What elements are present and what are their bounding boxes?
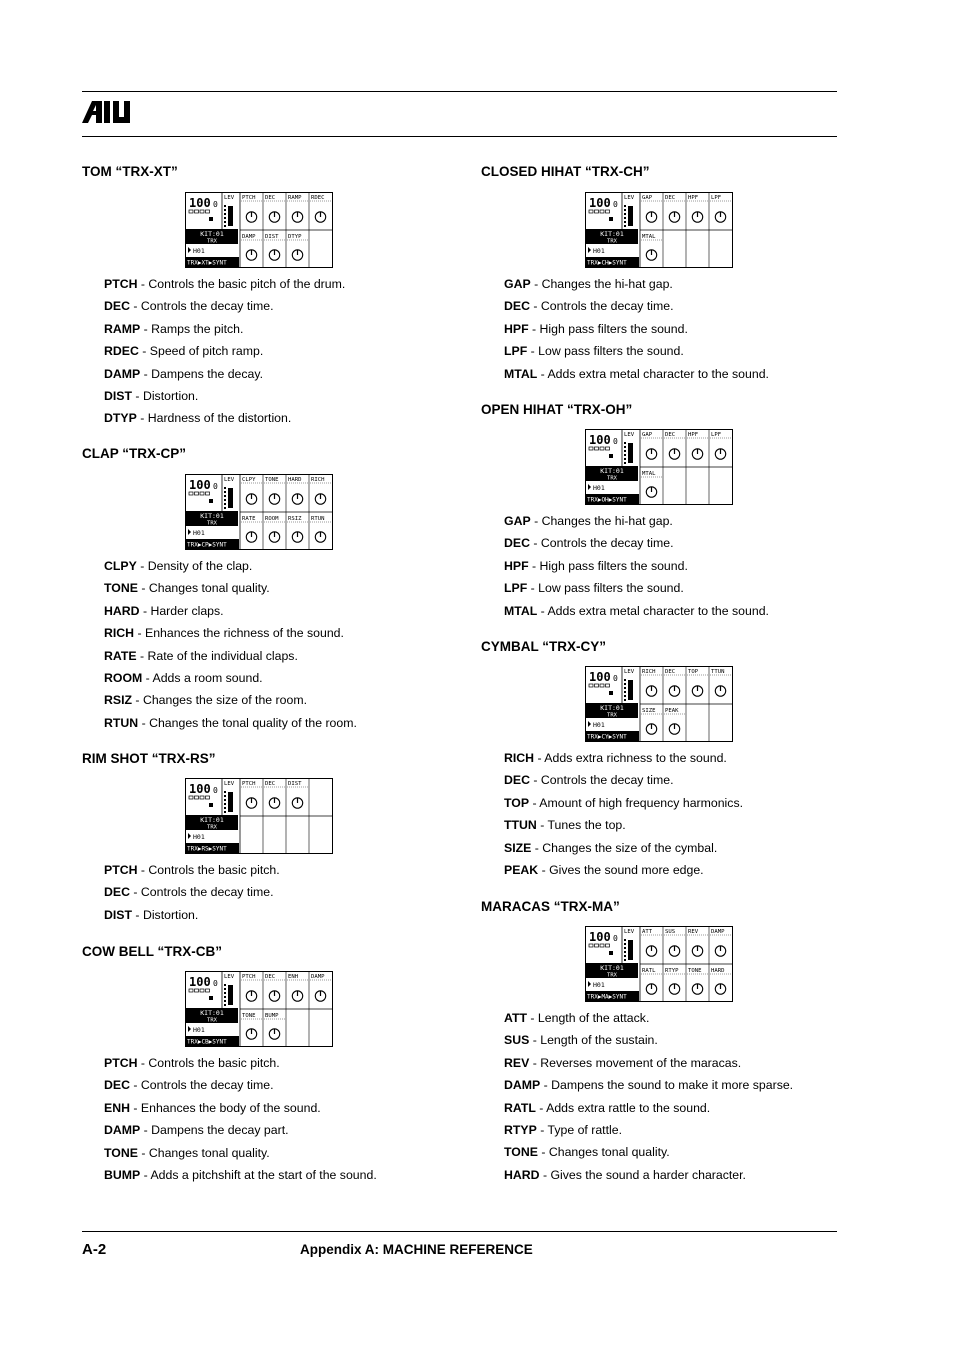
lcd-value: 100 — [189, 975, 211, 989]
lcd-param-label: RSIZ — [288, 516, 302, 522]
parameter-name: DAMP — [504, 1078, 541, 1093]
lcd-param-label: ROOM — [265, 516, 279, 522]
parameter-description: - Enhances the richness of the sound. — [134, 626, 344, 641]
parameter-name: DEC — [504, 536, 530, 551]
parameter-name: RATE — [104, 648, 137, 663]
lcd-param-label: HPF — [688, 195, 699, 201]
lcd-screen — [585, 429, 733, 505]
lcd-param-label: DEC — [665, 195, 676, 201]
parameter-description: - Controls the decay time. — [529, 536, 674, 551]
lcd-param-label: LPF — [711, 195, 722, 201]
lcd-param-label: ENH — [288, 974, 299, 980]
definition-item — [504, 295, 769, 317]
lcd-param-label: SUS — [665, 929, 676, 935]
definition-item — [104, 645, 357, 667]
definition-item — [104, 904, 280, 926]
definition-item — [104, 859, 280, 881]
definition-item — [104, 363, 345, 385]
parameter-name: DAMP — [104, 366, 141, 381]
lcd-screen — [585, 192, 733, 268]
lcd-screen — [185, 778, 333, 854]
definition-list — [504, 510, 769, 622]
lcd-path: TRX▶CP▶SYNT — [187, 541, 227, 549]
lcd-kit: KIT:01 — [200, 1009, 224, 1017]
parameter-name: DEC — [504, 299, 530, 314]
lcd-track: H01 — [193, 529, 205, 537]
definition-item — [104, 1052, 377, 1074]
lcd-kit: KIT:01 — [200, 230, 224, 238]
lcd-param-label: DAMP — [311, 974, 325, 980]
definition-list — [104, 273, 345, 430]
lcd-param-label: TONE — [688, 968, 702, 974]
lcd-param-label: BUMP — [265, 1013, 279, 1019]
parameter-description: - Adds extra rattle to the sound. — [535, 1100, 711, 1115]
parameter-name: HARD — [504, 1167, 540, 1182]
parameter-name: DEC — [104, 1078, 130, 1093]
lcd-param-label: LEV — [224, 974, 235, 980]
parameter-description: - Hardness of the distortion. — [136, 411, 292, 426]
parameter-name: PTCH — [104, 277, 138, 291]
parameter-name: GAP — [504, 514, 531, 528]
lcd-value: 100 — [189, 196, 211, 210]
parameter-description: - Enhances the body of the sound. — [129, 1100, 321, 1115]
lcd-value-decimal: 0 — [613, 200, 618, 209]
parameter-name: RTUN — [104, 715, 139, 730]
lcd-path: TRX▶RS▶SYNT — [187, 845, 227, 853]
definition-item — [504, 769, 743, 791]
parameter-name: CLPY — [104, 559, 137, 573]
lcd-screen — [185, 192, 333, 268]
lcd-path: TRX▶CH▶SYNT — [587, 259, 627, 267]
parameter-name: PTCH — [104, 863, 138, 877]
lcd-track: H01 — [193, 833, 205, 841]
parameter-description: - Low pass filters the sound. — [527, 344, 684, 359]
lcd-param-label: LEV — [224, 195, 235, 201]
parameter-description: - Adds a room sound. — [142, 670, 263, 685]
parameter-name: TONE — [504, 1145, 538, 1160]
definition-item — [504, 859, 743, 881]
elektron-logo — [82, 101, 130, 123]
parameter-description: - Dampens the decay. — [140, 366, 264, 381]
parameter-description: - Rate of the individual claps. — [136, 648, 298, 663]
lcd-track: H01 — [193, 247, 205, 255]
lcd-value-decimal: 0 — [613, 437, 618, 446]
lcd-kit: KIT:01 — [200, 816, 224, 824]
definition-item — [104, 1142, 377, 1164]
definition-item — [504, 814, 743, 836]
lcd-value-decimal: 0 — [213, 200, 218, 209]
parameter-description: - Dampens the sound to make it more sparse. — [540, 1078, 794, 1093]
definition-item — [504, 837, 743, 859]
parameter-description: - Changes the size of the cymbal. — [531, 840, 718, 855]
parameter-name: HPF — [504, 558, 529, 573]
parameter-name: DEC — [104, 299, 130, 314]
parameter-name: ROOM — [104, 670, 143, 685]
section-heading: COW BELL “TRX-CB” — [82, 944, 222, 959]
definition-item — [504, 1097, 793, 1119]
parameter-name: PEAK — [504, 862, 539, 877]
definition-item — [504, 363, 769, 385]
lcd-param-label: ATT — [642, 929, 653, 935]
parameter-name: DTYP — [104, 411, 137, 426]
footer-title: Appendix A: MACHINE REFERENCE — [300, 1242, 533, 1257]
parameter-description: - Reverses movement of the maracas. — [529, 1055, 742, 1070]
lcd-kit: KIT:01 — [600, 964, 624, 972]
definition-item — [504, 273, 769, 295]
section-heading: RIM SHOT “TRX-RS” — [82, 751, 216, 766]
parameter-description: - Changes the tonal quality of the room. — [138, 715, 357, 730]
lcd-param-label: REV — [688, 929, 699, 935]
definition-item — [504, 340, 769, 362]
definition-item — [104, 273, 345, 295]
definition-item — [504, 1119, 793, 1141]
parameter-name: ENH — [104, 1100, 130, 1115]
lcd-value-decimal: 0 — [213, 786, 218, 795]
lcd-path: TRX▶OH▶SYNT — [587, 496, 627, 504]
parameter-description: - Amount of high frequency harmonics. — [529, 795, 744, 810]
lcd-value: 100 — [189, 478, 211, 492]
lcd-kit: KIT:01 — [600, 467, 624, 475]
parameter-name: HPF — [504, 321, 529, 336]
lcd-param-label: LEV — [624, 929, 635, 935]
lcd-value: 100 — [589, 930, 611, 944]
lcd-param-label: DEC — [265, 974, 276, 980]
definition-item — [104, 689, 357, 711]
definition-list — [504, 273, 769, 385]
definition-list — [104, 1052, 377, 1186]
lcd-kit-sub: TRX — [207, 238, 217, 245]
parameter-name: DIST — [104, 907, 133, 922]
parameter-name: RAMP — [104, 321, 141, 336]
parameter-name: DEC — [104, 885, 130, 900]
parameter-name: LPF — [504, 581, 528, 596]
lcd-param-label: TONE — [242, 1013, 256, 1019]
section-heading: TOM “TRX-XT” — [82, 164, 178, 179]
lcd-param-label: MTAL — [642, 234, 656, 240]
lcd-param-label: DAMP — [711, 929, 725, 935]
definition-list — [504, 1007, 793, 1186]
lcd-kit-sub: TRX — [607, 238, 617, 245]
parameter-description: - Controls the basic pitch. — [137, 863, 280, 877]
lcd-param-label: LEV — [624, 432, 635, 438]
parameter-description: - Adds extra metal character to the sound. — [537, 603, 769, 618]
definition-item — [104, 318, 345, 340]
definition-item — [504, 510, 769, 532]
lcd-param-label: DTYP — [288, 234, 302, 240]
definition-item — [104, 1097, 377, 1119]
lcd-kit: KIT:01 — [600, 704, 624, 712]
lcd-kit-sub: TRX — [207, 824, 217, 831]
parameter-name: BUMP — [104, 1167, 141, 1182]
page-number: A-2 — [82, 1241, 107, 1258]
parameter-name: GAP — [504, 277, 531, 291]
lcd-kit: KIT:01 — [600, 230, 624, 238]
lcd-screen — [185, 971, 333, 1047]
lcd-param-label: RTYP — [665, 968, 679, 974]
lcd-value-decimal: 0 — [213, 482, 218, 491]
parameter-name: PTCH — [104, 1056, 138, 1070]
parameter-description: - Changes the hi-hat gap. — [530, 514, 673, 528]
definition-item — [504, 555, 769, 577]
parameter-description: - Speed of pitch ramp. — [138, 344, 264, 359]
definition-item — [104, 295, 345, 317]
parameter-name: TTUN — [504, 818, 537, 833]
parameter-name: RATL — [504, 1100, 536, 1115]
definition-item — [104, 622, 357, 644]
footer-rule — [82, 1231, 837, 1232]
definition-item — [504, 792, 743, 814]
lcd-param-label: PTCH — [242, 974, 256, 980]
definition-item — [504, 1164, 793, 1186]
section-heading: OPEN HIHAT “TRX-OH” — [481, 402, 633, 417]
definition-item — [504, 1141, 793, 1163]
lcd-param-label: TTUN — [711, 669, 725, 675]
lcd-track: H01 — [193, 1026, 205, 1034]
definition-item — [104, 555, 357, 577]
parameter-description: - Controls the decay time. — [529, 299, 674, 314]
lcd-param-label: DIST — [265, 234, 279, 240]
lcd-value: 100 — [589, 433, 611, 447]
definition-list — [104, 555, 357, 734]
parameter-name: TONE — [104, 1145, 138, 1160]
parameter-name: TONE — [104, 581, 138, 596]
parameter-name: RDEC — [104, 344, 139, 359]
parameter-description: - Dampens the decay part. — [140, 1123, 289, 1138]
parameter-name: RTYP — [504, 1122, 537, 1137]
lcd-param-label: RTUN — [311, 516, 325, 522]
definition-item — [104, 1074, 377, 1096]
lcd-path: TRX▶XT▶SYNT — [187, 259, 227, 267]
parameter-description: - Length of the sustain. — [529, 1033, 658, 1048]
header-rule-top — [82, 91, 837, 92]
lcd-value-decimal: 0 — [213, 979, 218, 988]
parameter-description: - Changes the hi-hat gap. — [530, 277, 673, 291]
lcd-param-label: GAP — [642, 432, 653, 438]
parameter-description: - Harder claps. — [139, 603, 224, 618]
definition-item — [104, 1164, 377, 1186]
lcd-param-label: PTCH — [242, 195, 256, 201]
parameter-description: - Tunes the top. — [536, 818, 626, 833]
definition-item — [104, 385, 345, 407]
parameter-name: RICH — [504, 751, 535, 765]
parameter-name: TOP — [504, 795, 530, 810]
parameter-description: - Low pass filters the sound. — [527, 581, 684, 596]
lcd-param-label: PTCH — [242, 781, 256, 787]
lcd-param-label: DEC — [665, 432, 676, 438]
section-heading: CLOSED HIHAT “TRX-CH” — [481, 164, 650, 179]
parameter-name: DIST — [104, 388, 133, 403]
definition-list — [104, 859, 280, 926]
lcd-path: TRX▶MA▶SYNT — [587, 993, 627, 1001]
parameter-description: - Adds extra richness to the sound. — [534, 751, 727, 765]
lcd-param-label: RICH — [311, 477, 325, 483]
parameter-description: - Distortion. — [132, 388, 199, 403]
lcd-value: 100 — [589, 196, 611, 210]
lcd-param-label: LEV — [224, 781, 235, 787]
lcd-screen — [185, 474, 333, 550]
lcd-param-label: HARD — [711, 968, 725, 974]
parameter-description: - Changes tonal quality. — [137, 581, 270, 596]
lcd-param-label: PEAK — [665, 708, 679, 714]
parameter-description: - Type of rattle. — [536, 1122, 623, 1137]
parameter-name: SUS — [504, 1033, 530, 1048]
lcd-screen — [585, 666, 733, 742]
parameter-name: MTAL — [504, 366, 538, 381]
lcd-param-label: HARD — [288, 477, 302, 483]
definition-item — [104, 667, 357, 689]
lcd-param-label: LEV — [624, 669, 635, 675]
lcd-param-label: DEC — [265, 195, 276, 201]
definition-item — [504, 1074, 793, 1096]
parameter-description: - Changes the size of the room. — [132, 693, 307, 708]
lcd-track: H01 — [593, 981, 605, 989]
lcd-param-label: DIST — [288, 781, 302, 787]
section-heading: CYMBAL “TRX-CY” — [481, 639, 607, 654]
lcd-path: TRX▶CB▶SYNT — [187, 1038, 227, 1046]
section-heading: MARACAS “TRX-MA” — [481, 899, 620, 914]
lcd-param-label: CLPY — [242, 477, 256, 483]
definition-item — [504, 1029, 793, 1051]
definition-item — [504, 747, 743, 769]
parameter-description: - High pass filters the sound. — [528, 558, 688, 573]
definition-item — [104, 1119, 377, 1141]
lcd-value-decimal: 0 — [613, 934, 618, 943]
lcd-param-label: RATL — [642, 968, 656, 974]
lcd-param-label: RDEC — [311, 195, 325, 201]
lcd-track: H01 — [593, 247, 605, 255]
parameter-description: - Changes tonal quality. — [137, 1145, 270, 1160]
lcd-param-label: MTAL — [642, 471, 656, 477]
parameter-name: MTAL — [504, 603, 538, 618]
parameter-description: - Controls the decay time. — [129, 1078, 274, 1093]
definition-list — [504, 747, 743, 881]
parameter-name: REV — [504, 1055, 530, 1070]
lcd-param-label: DEC — [265, 781, 276, 787]
parameter-description: - Gives the sound more edge. — [538, 862, 704, 877]
lcd-param-label: RAMP — [288, 195, 302, 201]
lcd-value-decimal: 0 — [613, 674, 618, 683]
lcd-kit: KIT:01 — [200, 512, 224, 520]
lcd-param-label: LPF — [711, 432, 722, 438]
lcd-param-label: DAMP — [242, 234, 256, 240]
definition-item — [104, 407, 345, 429]
lcd-kit-sub: TRX — [607, 475, 617, 482]
parameter-description: - Ramps the pitch. — [140, 321, 244, 336]
parameter-description: - Length of the attack. — [527, 1011, 650, 1025]
parameter-description: - Controls the decay time. — [129, 885, 274, 900]
lcd-kit-sub: TRX — [207, 520, 217, 527]
lcd-kit-sub: TRX — [607, 712, 617, 719]
definition-item — [504, 600, 769, 622]
lcd-value: 100 — [189, 782, 211, 796]
lcd-param-label: DEC — [665, 669, 676, 675]
definition-item — [504, 532, 769, 554]
lcd-value: 100 — [589, 670, 611, 684]
parameter-description: - Controls the decay time. — [129, 299, 274, 314]
lcd-screen — [585, 926, 733, 1002]
lcd-param-label: LEV — [224, 477, 235, 483]
definition-item — [104, 577, 357, 599]
parameter-description: - Controls the decay time. — [529, 773, 674, 788]
definition-item — [504, 318, 769, 340]
lcd-kit-sub: TRX — [607, 972, 617, 979]
definition-item — [104, 340, 345, 362]
lcd-param-label: TOP — [688, 669, 699, 675]
header-rule-bottom — [82, 136, 837, 137]
definition-item — [104, 600, 357, 622]
parameter-description: - Density of the clap. — [136, 559, 253, 573]
parameter-description: - Adds a pitchshift at the start of the sound. — [140, 1167, 377, 1182]
lcd-param-label: LEV — [624, 195, 635, 201]
parameter-description: - High pass filters the sound. — [528, 321, 688, 336]
parameter-name: SIZE — [504, 840, 532, 855]
parameter-name: DEC — [504, 773, 530, 788]
definition-item — [504, 1052, 793, 1074]
definition-item — [504, 577, 769, 599]
parameter-name: LPF — [504, 344, 528, 359]
parameter-description: - Controls the basic pitch of the drum. — [137, 277, 346, 291]
parameter-name: HARD — [104, 603, 140, 618]
lcd-track: H01 — [593, 721, 605, 729]
lcd-kit-sub: TRX — [207, 1017, 217, 1024]
definition-item — [104, 712, 357, 734]
definition-item — [504, 1007, 793, 1029]
lcd-param-label: RICH — [642, 669, 656, 675]
parameter-description: - Adds extra metal character to the sound. — [537, 366, 769, 381]
lcd-path: TRX▶CY▶SYNT — [587, 733, 627, 741]
parameter-description: - Distortion. — [132, 907, 199, 922]
parameter-description: - Controls the basic pitch. — [137, 1056, 280, 1070]
parameter-description: - Changes tonal quality. — [537, 1145, 670, 1160]
lcd-param-label: RATE — [242, 516, 256, 522]
parameter-name: RSIZ — [104, 693, 133, 708]
parameter-name: DAMP — [104, 1123, 141, 1138]
parameter-name: ATT — [504, 1011, 527, 1025]
section-heading: CLAP “TRX-CP” — [82, 446, 187, 461]
lcd-param-label: TONE — [265, 477, 279, 483]
parameter-description: - Gives the sound a harder character. — [539, 1167, 746, 1182]
lcd-param-label: SIZE — [642, 708, 656, 714]
parameter-name: RICH — [104, 626, 135, 641]
lcd-param-label: HPF — [688, 432, 699, 438]
lcd-param-label: GAP — [642, 195, 653, 201]
definition-item — [104, 881, 280, 903]
lcd-track: H01 — [593, 484, 605, 492]
